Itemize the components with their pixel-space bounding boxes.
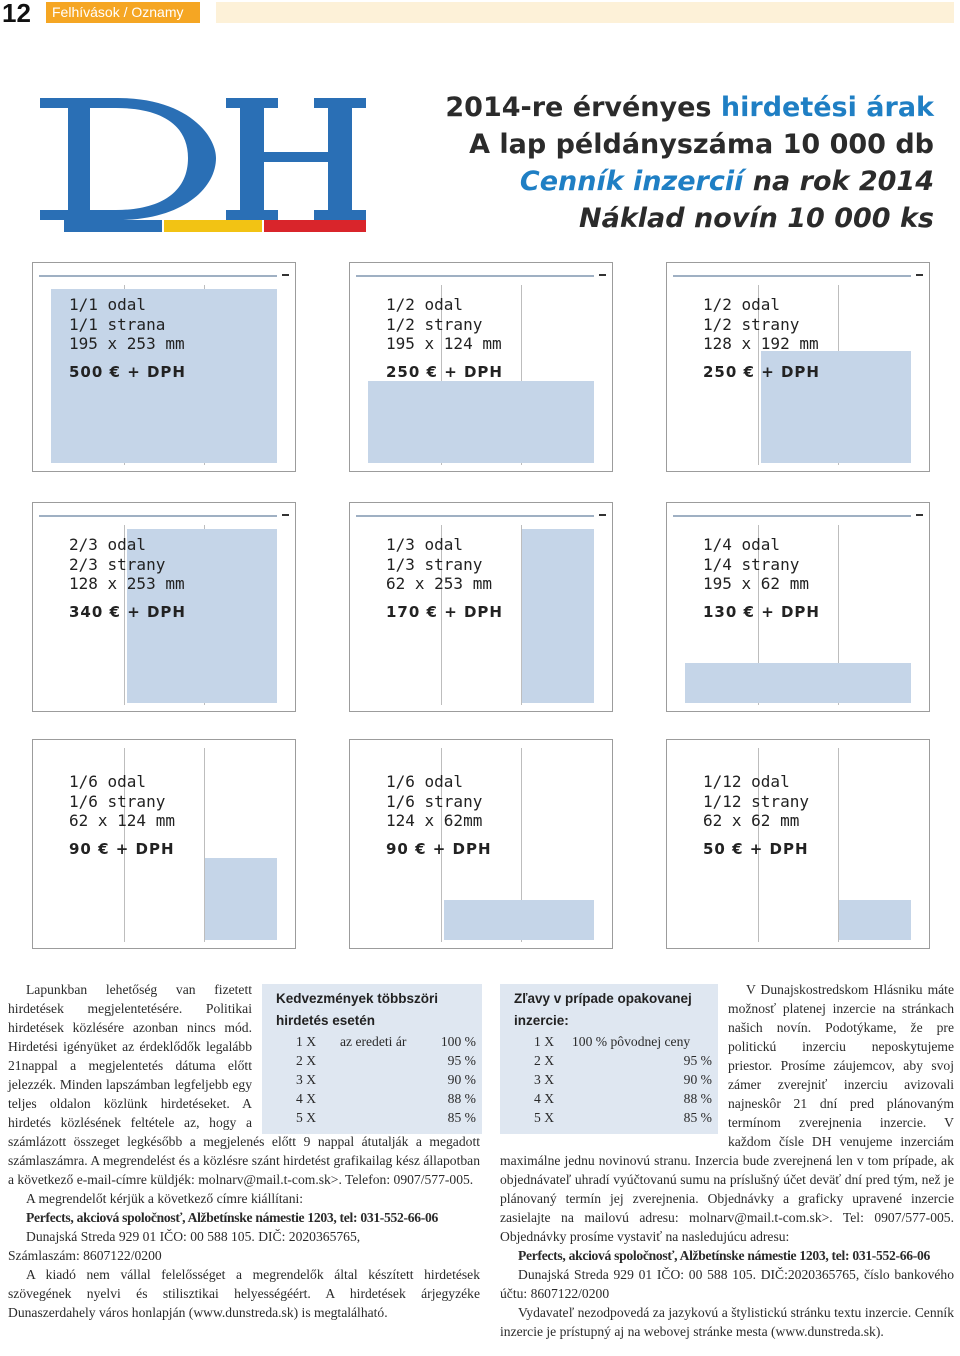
text-hu-address: Dunajská Streda 929 01 IČO: 00 588 105. DIČ: 2020365765, xyxy=(26,1229,361,1244)
table-row: 1 X 100 % pôvodnej ceny xyxy=(534,1033,691,1049)
page-number: 12 xyxy=(2,0,31,28)
ad-box xyxy=(349,739,613,949)
ad-label: 1/2 odal 1/2 strany 128 x 192 mm xyxy=(703,295,819,353)
ad-area xyxy=(522,529,594,703)
ad-label: 1/6 odal 1/6 strany 62 x 124 mm xyxy=(69,772,175,830)
ad-area xyxy=(205,858,277,940)
discount-heading-sk: Zľavy v prípade opakovanej inzercie: xyxy=(514,991,692,1028)
table-row: 2 X 95 % xyxy=(534,1052,712,1068)
title-hu-accent: hirdetési árak xyxy=(720,92,934,123)
text-hu-body: Lapunkban lehetőség van fizetett hirdetések megjelentetésére. Politikai hirdetések közlésére azonban nincs mód. Hirdetési igényüket az érdeklődők legalább 21nappal a megjelentetés dátuma előtt jelezzék. Minden lapszámban legfeljebb egy teljes oldalon közlünk hirdetéseket. A hirdetés közlésének feltétele az, hogy a számlázott összeget legkésőbb a megjelenés előtt 9 nappal átutalják a megadott számlaszámra. A megrendelést és a közlésre szánt hirdetést grafikailag kész állapotban a következő e-mail-címre küldjék: molnarv@mail.t-com.sk>. Telefon: 0907/577-005. xyxy=(8,982,480,1187)
ad-label: 1/1 odal 1/1 strana 195 x 253 mm xyxy=(69,295,185,353)
ad-label: 1/4 odal 1/4 strany 195 x 62 mm xyxy=(703,535,809,593)
ad-label: 2/3 odal 2/3 strany 128 x 253 mm xyxy=(69,535,185,593)
text-hu-disclaimer: A kiadó nem vállal felelősséget a megrendelők által készített hirdetések szövegének nyelvi és stilisztikai helyességéért. A hirdetések árjegyzéke Dunaszerdahely város honlapján (www.dunstreda.sk) is megtalálható. xyxy=(8,1267,480,1320)
title-sk-line1: Cenník inzercií na rok 2014 xyxy=(519,166,934,197)
text-sk-company: Perfects, akciová spoločnosť, Alžbetínske námestie 1203, tel: 031-552-66-06 xyxy=(518,1248,930,1263)
title-hu-line1: 2014-re érvényes hirdetési árak xyxy=(445,92,934,123)
ad-label: 1/2 odal 1/2 strany 195 x 124 mm xyxy=(386,295,502,353)
ad-area xyxy=(685,663,911,703)
ad-price: 130 € + DPH xyxy=(703,603,820,621)
text-hu-order: A megrendelőt kérjük a következő címre kiállítani: xyxy=(26,1191,304,1206)
title-hu-line2: A lap példányszáma 10 000 db xyxy=(469,129,934,160)
section-label: Felhívások / Oznamy xyxy=(46,2,200,23)
ad-area xyxy=(839,900,911,940)
ad-label: 1/3 odal 1/3 strany 62 x 253 mm xyxy=(386,535,492,593)
text-hu-company: Perfects, akciová spoločnosť, Alžbetínske námestie 1203, tel: 031-552-66-06 xyxy=(26,1210,438,1225)
ad-label: 1/6 odal 1/6 strany 124 x 62mm xyxy=(386,772,483,830)
text-sk-disclaimer: Vydavateľ nezodpovedá za jazykovú a štylistickú stránku textu inzercie. Cenník inzercie je prístupný aj na webovej stránke mesta (www.dunstreda.sk). xyxy=(500,1305,954,1339)
header-bar xyxy=(216,2,954,23)
ad-price: 90 € + DPH xyxy=(69,840,175,858)
table-row: 1 X az eredeti ár 100 % xyxy=(296,1033,476,1049)
ad-box xyxy=(666,502,930,712)
title-sk-accent: Cenník inzercií xyxy=(519,166,744,197)
text-sk xyxy=(500,980,954,1350)
ad-price: 250 € + DPH xyxy=(386,363,503,381)
ad-box xyxy=(349,262,613,472)
ad-price: 50 € + DPH xyxy=(703,840,809,858)
title-sk-line2: Náklad novín 10 000 ks xyxy=(579,203,934,234)
ad-price: 170 € + DPH xyxy=(386,603,503,621)
text-sk-body: V Dunajskostredskom Hlásniku máte možnosť platenej inzercie na stránkach našich novín. Podotýkame, že pre politickú inzerciu neposkytujeme priestor. Prosíme záujemcov, aby svoj zámer zverejniť inzerciu avizovali najneskôr 21 dní pred plánovaným termínom zverejnenia inzercie. V každom čísle DH venujeme inzerciám maximálne jednu novinovú stranu. Inzercia bude zverejnená len v tom prípade, ak objednávateľ uhradí vyúčtovanú sumu na príslušný účet deväť dní pred tým, než je plánovaný termín jej zverejnenia. Objednávky a graficky upravené inzercie zasielajte na mailovú adresu: molnarv@mail.t-com.sk>. Tel: 0907/577-005. Objednávky prosíme vystaviť na nasledujúcu adresu: xyxy=(500,982,954,1244)
ad-box xyxy=(32,502,296,712)
ad-price: 500 € + DPH xyxy=(69,363,186,381)
dh-logo-graphic xyxy=(38,96,370,234)
ad-price: 250 € + DPH xyxy=(703,363,820,381)
discount-heading-hu: Kedvezmények többszöri hirdetés esetén xyxy=(276,991,439,1028)
ad-price: 340 € + DPH xyxy=(69,603,186,621)
ad-box xyxy=(32,739,296,949)
table-row: 3 X 90 % xyxy=(534,1071,712,1087)
table-row: 4 X 88 % xyxy=(534,1090,712,1106)
table-row: 4 X 88 % xyxy=(296,1090,476,1106)
table-row: 3 X 90 % xyxy=(296,1071,476,1087)
text-hu xyxy=(8,980,480,1350)
ad-label: 1/12 odal 1/12 strany 62 x 62 mm xyxy=(703,772,809,830)
ad-area xyxy=(444,900,594,940)
ad-price: 90 € + DPH xyxy=(386,840,492,858)
table-row: 5 X 85 % xyxy=(534,1109,712,1125)
ad-box xyxy=(32,262,296,472)
ad-box xyxy=(349,502,613,712)
ad-box xyxy=(666,262,930,472)
ad-area xyxy=(368,381,594,463)
table-row: 5 X 85 % xyxy=(296,1109,476,1125)
table-row: 2 X 95 % xyxy=(296,1052,476,1068)
ad-box xyxy=(666,739,930,949)
text-sk-address: Dunajská Streda 929 01 IČO: 00 588 105. DIČ:2020365765, číslo bankového účtu: 8607122/0200 xyxy=(500,1267,954,1301)
text-hu-account: Számlaszám: 8607122/0200 xyxy=(8,1248,162,1263)
dh-logo xyxy=(38,96,370,239)
